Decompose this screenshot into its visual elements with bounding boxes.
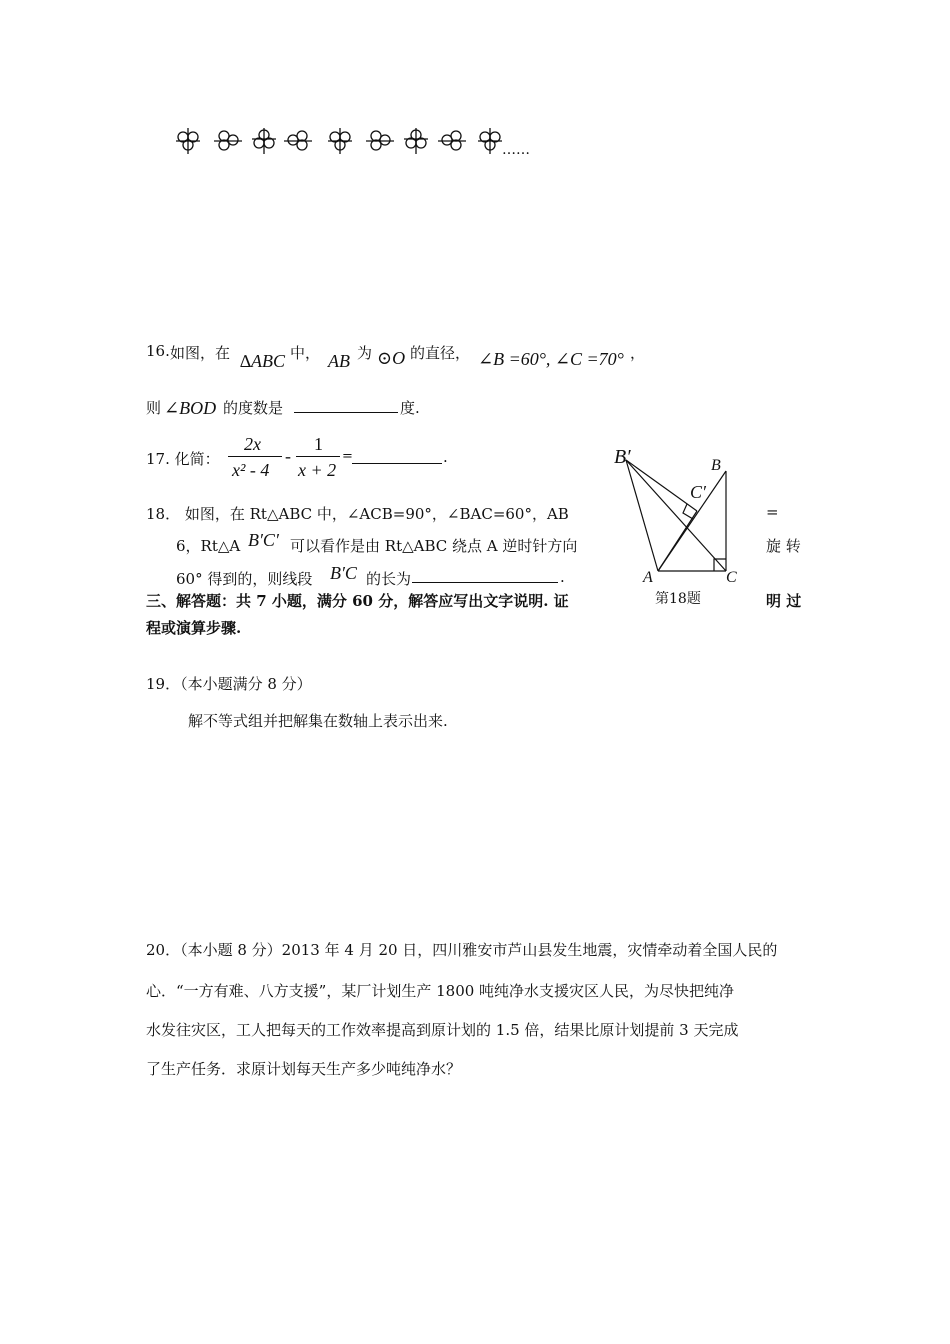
q18-rotate: 旋 转 [766,537,801,555]
q18-bc-prime: B′C′ [248,530,279,550]
q18-line-1: 18． 如图，在 Rt△ABC 中，∠ACB=90°，∠BAC=60°，AB [146,505,569,523]
q18-line-2a: 6，Rt△A [176,537,241,555]
q16-angles: ∠B =60°, ∠C =70° [478,349,624,369]
pattern-glyph [438,131,466,150]
q20-line-1: 20．（本小题 8 分）2013 年 4 月 20 日，四川雅安市芦山县发生地震，灾情牵动着全国人民的 [146,941,778,959]
q16-text-3: 为 [357,344,373,362]
segment-bprime-a [626,460,658,571]
q16-line2-prefix: 则 [146,399,162,417]
fig18-label-a: A [643,569,653,586]
q18-line-2b: 可以看作是由 Rt△ABC 绕点 A 逆时针方向 [290,537,578,555]
q16-text-4: 的直径， [410,344,471,362]
q19-title: 19．（本小题满分 8 分） [146,675,312,693]
section3-line-1-end: 明 过 [766,592,802,610]
q17-frac1-num: 2x [244,434,261,454]
q16-bod: ∠BOD [164,398,217,418]
fig18-caption: 第18题 [655,591,701,607]
q18-equals: = [766,503,779,521]
q17-fraction-1 [228,432,282,482]
q20-line-4: 了生产任务．求原计划每天生产多少吨纯净水？ [146,1060,462,1078]
pattern-glyph [252,128,276,154]
segment-bprime-c [626,460,726,571]
pattern-glyph [176,128,200,154]
pattern-figure [172,122,512,158]
q19-body: 解不等式组并把解集在数轴上表示出来. [188,712,448,730]
q16-number: 16. [146,342,170,360]
q18-bprime-c: B′C [330,563,357,583]
fig18-label-bprime: B′ [614,446,631,468]
q18-line-3a: 60° 得到的，则线段 [176,570,313,588]
q16-answer-blank [294,398,398,413]
fig18-label-cprime: C′ [690,482,706,502]
section3-line-1: 三、解答题：共 7 小题，满分 60 分，解答应写出文字说明. 证 [146,592,569,610]
q17-frac2-den: x + 2 [298,460,337,480]
fig18-label-c: C [726,569,737,586]
q18-answer-blank [412,568,558,583]
q16-line2-mid: 的度数是 [223,399,284,417]
q16-ab: AB [328,351,350,371]
q17-equals: = [342,449,353,464]
section3-line-2: 程或演算步骤. [146,619,242,637]
q16-tail: ， [630,344,646,362]
q16-text-2: 中， [290,344,321,362]
pattern-glyph [328,128,352,154]
q16-text-1: 如图，在 [170,344,231,362]
q17-frac2-num: 1 [314,434,323,454]
pattern-glyph [478,128,502,154]
pattern-glyph [214,131,242,150]
q17-fraction-2 [296,432,340,482]
q18-line-3b: 的长为 [366,570,412,588]
q17-frac1-den: x² - 4 [232,460,270,480]
right-angle-mark-cprime [683,504,693,519]
q20-line-2: 心．“一方有难、八方支援”，某厂计划生产 1800 吨纯净水支援灾区人民，为尽快把纯净 [146,982,735,1000]
pattern-ellipsis: …… [502,142,530,158]
q16-triangle: ∆ABC [240,351,286,371]
pattern-glyph [366,131,394,150]
segment-bprime-cprime [626,460,697,511]
q17-minus: - [285,446,291,466]
q18-end: . [560,568,565,586]
q17-end: . [443,448,448,466]
pattern-glyph [284,131,312,150]
q20-line-3: 水发往灾区，工人把每天的工作效率提高到原计划的 1.5 倍，结果比原计划提前 3 天完成 [146,1021,739,1039]
q16-circle: ⊙O [377,348,406,368]
q16-unit: 度. [400,399,420,417]
segment-a-cprime [658,511,697,571]
pattern-glyph [404,128,428,154]
fig18-label-b: B [711,457,721,474]
q17-answer-blank [352,449,442,464]
q17-label: 17. 化简： [146,450,220,468]
